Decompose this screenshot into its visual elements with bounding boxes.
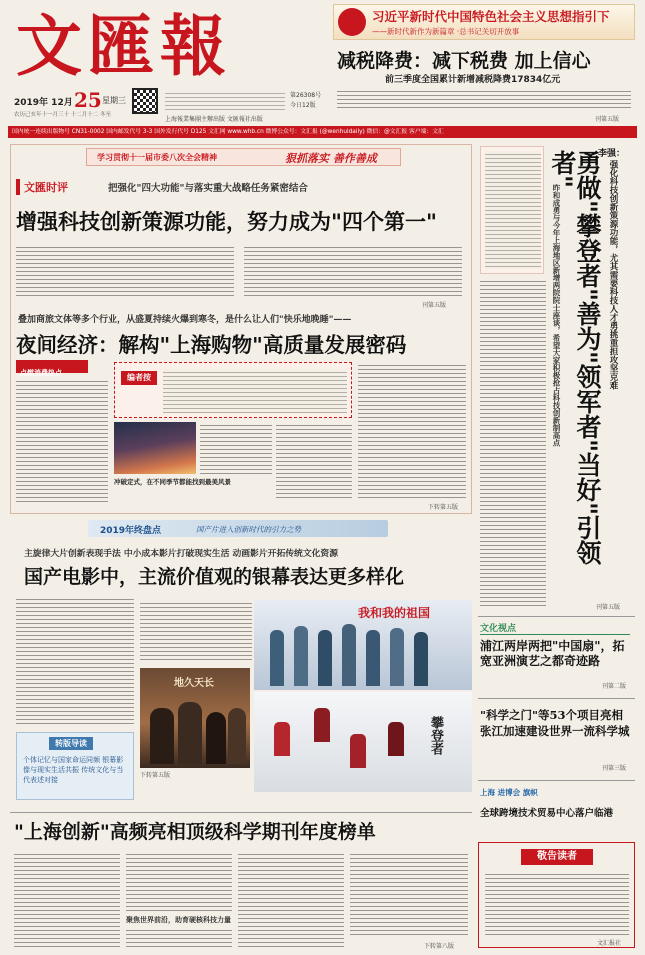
commentary-headline: 增强科技创新策源功能，努力成为"四个第一" — [16, 209, 437, 234]
edition-note: 上海報業集團主辦出版 文匯報社出版 — [165, 116, 263, 123]
top-banner[interactable] — [333, 4, 635, 40]
trade-label: 上海 进博会 旗帜 — [480, 788, 538, 797]
film-poster-climbers[interactable] — [254, 692, 472, 792]
poster-title-my-country: 我和我的祖国 — [358, 606, 431, 620]
culture-byline: 刊第二版 — [602, 683, 627, 690]
film-sidebar[interactable] — [16, 732, 134, 800]
tax-headline: 减税降费：减下税费 加上信心 — [337, 50, 591, 72]
li-qiang-subhead: 强化科技创新策源功能，尤其需要科技人才勇挑重担攻坚克难 — [608, 160, 618, 390]
pages-count: 今日12版 — [290, 102, 316, 109]
night-col1 — [16, 378, 108, 502]
weather-text-block — [165, 90, 285, 112]
innovation-article[interactable] — [10, 812, 472, 952]
study-banner[interactable] — [86, 148, 401, 166]
weekday: 星期三 — [102, 96, 126, 105]
innovation-headline: "上海创新"高频亮相顶级科学期刊年度榜单 — [14, 821, 376, 843]
editor-note-label: 编者按 — [121, 371, 157, 385]
culture-headline: 浦江两岸两把"中国扇"，拓宽亚洲演艺之都奇迹路 — [480, 639, 625, 668]
science-article[interactable] — [478, 698, 635, 778]
night-col3 — [276, 422, 352, 500]
innovation-col3 — [238, 851, 344, 947]
trade-article[interactable] — [478, 780, 635, 840]
tax-body-text — [337, 88, 631, 110]
lunar-date: 农历己亥年十一月三十 十二月十二 冬至 — [14, 112, 111, 118]
innovation-col2 — [126, 851, 232, 911]
notice-title: 敬告读者 — [521, 849, 593, 865]
night-byline: 下转第五版 — [428, 504, 459, 511]
issue-number: 第26308号 — [290, 92, 322, 99]
film-banner-title: 2019年终盘点 — [100, 526, 162, 536]
notice-byline: 文汇报社 — [597, 940, 622, 947]
li-qiang-vertical-headline: 勇做"攀登者"善为"领军者"当好"引领者" — [548, 150, 602, 566]
tax-byline: 刊第五版 — [595, 116, 620, 123]
commentary-byline: 刊第五版 — [422, 302, 447, 309]
date-day: 25 — [74, 88, 102, 112]
innovation-byline: 下转第八版 — [424, 943, 455, 950]
notice-text — [485, 871, 629, 937]
film-sidebar-title: 转版导读 — [49, 737, 93, 750]
tax-subheadline: 前三季度全国累计新增减税降费17834亿元 — [385, 75, 561, 85]
study-banner-text: 学习贯彻十一届市委八次全会精神 — [97, 153, 217, 162]
film-article[interactable] — [10, 518, 472, 808]
masthead-info-rule — [8, 126, 637, 138]
film-byline: 下转第五版 — [140, 772, 171, 779]
night-economy-article[interactable] — [16, 312, 468, 512]
film-banner-sub: 国产片进入创新时代的引力之势 — [196, 525, 301, 534]
night-street-photo[interactable] — [114, 422, 196, 474]
commentary-col1 — [16, 244, 234, 296]
poster-title-so-long: 地久天长 — [174, 678, 214, 689]
masthead — [10, 4, 330, 122]
top-banner-sub: ——新时代新作为新篇章 ·总书记关切开放事 — [372, 27, 520, 36]
li-qiang-highlight-box — [480, 146, 544, 274]
science-byline: 刊第三版 — [602, 765, 627, 772]
innovation-col1 — [14, 851, 120, 947]
trade-headline: 全球跨境技术贸易中心落户临港 — [480, 808, 614, 819]
commentary-col2 — [244, 244, 462, 296]
commentary-label: 文匯时评 — [16, 179, 68, 195]
innovation-dept-label: 聚焦世界前沿，助育硬核科技力量 — [126, 916, 231, 924]
night-photo-caption: 冲破定式，在不同季节都能找到最美风景 — [114, 478, 231, 486]
top-banner-headline: 习近平新时代中国特色社会主义思想指引下 — [372, 9, 610, 24]
commentary-article[interactable] — [16, 172, 466, 312]
film-poster-my-country[interactable] — [254, 600, 472, 690]
li-qiang-label: 李强： — [598, 149, 626, 159]
film-headline: 国产电影中，主流价值观的银幕表达更多样化 — [24, 566, 405, 588]
newspaper-logo: 文匯報 — [16, 7, 232, 85]
tax-story[interactable] — [333, 44, 635, 124]
editor-note-text — [163, 369, 347, 413]
culture-label: 文化视点 — [480, 621, 630, 635]
night-tag: 点燃消费热点 — [16, 360, 88, 373]
night-kicker: 叠加商旅文体等多个行业，从盛夏持续火爆到寒冬，是什么让人们"快乐地晚睡"—— — [18, 315, 352, 325]
li-qiang-subhead-2: 昨和成勇与今年上海地区新增两院院士座谈，希望大家积极抢占科技创新制高点 — [552, 184, 561, 447]
innovation-col4 — [350, 851, 468, 937]
study-banner-slogan: 狠抓落实 善作善成 — [285, 152, 377, 165]
party-emblem-icon — [338, 8, 366, 36]
li-qiang-article[interactable] — [478, 144, 635, 614]
night-col4 — [358, 362, 466, 500]
night-col2 — [200, 422, 272, 474]
li-qiang-body-col1 — [480, 278, 546, 608]
date-line: 2019年 12月 — [14, 98, 73, 108]
film-intro-text — [140, 600, 252, 662]
li-qiang-byline: 刊第五版 — [596, 604, 621, 611]
film-col1 — [16, 596, 134, 726]
masthead-info-line: 国内统一连续出版物号 CN31-0002 国内邮发代号 3-3 国外发行代号 D125 文汇网 www.whb.cn 微博公众号：文汇报 (@wenhuidaily) 微信：@文汇报 客户端：文汇 — [12, 129, 444, 135]
innovation-col2b — [126, 927, 232, 947]
film-banner — [88, 520, 388, 537]
film-kicker: 主旋律大片创新表现手法 中小成本影片打破现实生活 动画影片开拓传统文化资源 — [24, 549, 339, 559]
film-poster-so-long[interactable] — [140, 668, 250, 768]
film-sidebar-text: 个体记忆与国家命运同频 银幕影像与现实生活共振 传统文化与当代表述对接 — [23, 756, 124, 784]
culture-article[interactable] — [478, 616, 635, 694]
night-headline: 夜间经济：解构"上海购物"高质量发展密码 — [16, 333, 407, 357]
science-headline: "科学之门"等53个项目亮相 张江加速建设世界一流科学城 — [480, 708, 630, 738]
poster-title-climbers: 攀登者 — [428, 716, 443, 755]
editor-note-box — [114, 362, 352, 418]
commentary-kicker: 把强化"四大功能"与落实重大战略任务紧密结合 — [108, 183, 308, 194]
qr-code-icon[interactable] — [132, 88, 158, 114]
notice-box[interactable] — [478, 842, 635, 948]
